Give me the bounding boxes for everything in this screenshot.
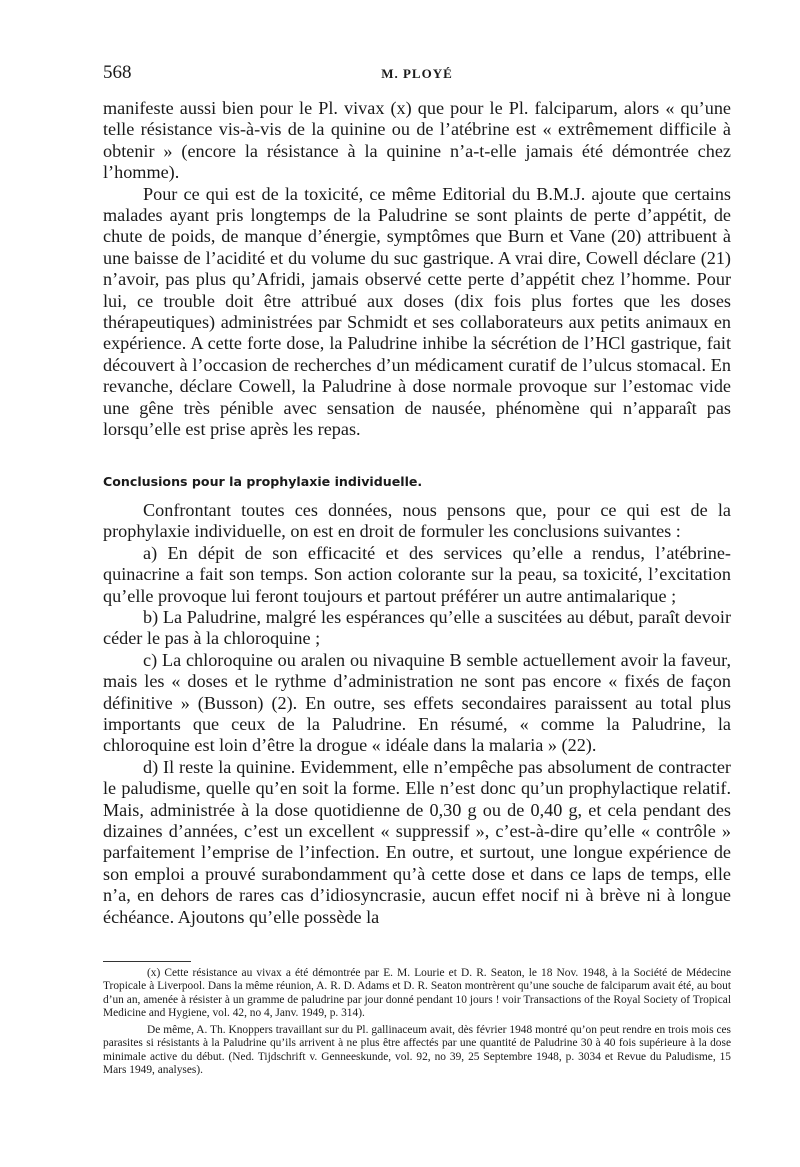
section-heading: Conclusions pour la prophylaxie individuelle. (103, 473, 423, 489)
footnote-divider (103, 961, 191, 962)
conclusion-item-a: a) En dépit de son efficacité et des services qu’elle a rendus, l’atébrine-quinacrine a fait son temps. Son action colorante sur la peau, sa toxicité, l’excitation qu’elle provoque lui feront toujours et partout préférer un autre antimalarique ; (103, 542, 731, 606)
conclusion-item-d: d) Il reste la quinine. Evidemment, elle n’empêche pas absolument de contracter le paludisme, quelle qu’en soit la forme. Elle n’est donc qu’un prophylactique relatif. Mais, administrée à la dose quotidienne de 0,30 g ou de 0,40 g, et cela pendant des dizaines d’années, c’est un excellent « suppressif », c’est-à-dire qu’elle « contrôle » parfaitement l’emprise de l’infection. En outre, et surtout, une longue expérience de son emploi a prouvé surabondamment qu’à cette dose et dans ce laps de temps, elle n’a, en dehors de rares cas d’idiosyncrasie, aucun effet nocif ni à brève ni à longue échéance. Ajoutons qu’elle possède la (103, 756, 731, 927)
conclusion-item-b: b) La Paludrine, malgré les espérances qu’elle a suscitées au début, paraît devoir céder le pas à la chloroquine ; (103, 606, 731, 649)
footnotes (103, 967, 731, 1081)
paragraph: Confrontant toutes ces données, nous pensons que, pour ce qui est de la prophylaxie individuelle, on est en droit de formuler les conclusions suivantes : (103, 499, 731, 542)
page-header (103, 62, 731, 86)
running-head: M. PLOYÉ (381, 66, 453, 81)
paragraph: manifeste aussi bien pour le Pl. vivax (x) que pour le Pl. falciparum, alors « qu’une telle résistance vis-à-vis de la quinine ou de l’atébrine est « extrêmement difficile à obtenir » (encore la résistance à la quinine n’a-t-elle jamais été démontrée chez l’homme). (103, 98, 731, 183)
paragraph: Pour ce qui est de la toxicité, ce même Editorial du B.M.J. ajoute que certains malades ayant pris longtemps de la Paludrine se sont plaints de perte d’appétit, de chute de poids, de manque d’énergie, symptômes que Burn et Vane (20) attribuent à une baisse de l’acidité et du volume du suc gastrique. A vrai dire, Cowell déclare (21) n’avoir, pas plus qu’Afridi, jamais observé cette perte d’appétit chez l’homme. Pour lui, ce trouble doit être attribué aux doses (dix fois plus fortes que les doses thérapeutiques) administrées par Schmidt et ses collaborateurs aux petits animaux en expérience. A cette forte dose, la Paludrine inhibe la sécrétion de l’HCl gastrique, fait découvert à l’occasion de recherches d’un médicament curatif de l’ulcus stomacal. En revanche, déclare Cowell, la Paludrine à dose normale provoque sur l’estomac vide une gêne très pénible avec sensation de nausée, phénomène qui n’apparaît pas lorsqu’elle est prise après les repas. (103, 183, 731, 440)
footnote: (x) Cette résistance au vivax a été démontrée par E. M. Lourie et D. R. Seaton, le 18 Nov. 1948, à la Société de Médecine Tropicale à Liverpool. Dans la même réunion, A. R. D. Adams et D. R. Seaton montrèrent qu’une souche de falciparum avait été, au bout d’un an, amenée à résister à un gramme de paludrine par jour donné pendant 10 jours ! voir Transactions of the Royal Society of Tropical Medicine and Hygiene, vol. 42, no 4, Janv. 1949, p. 314). (103, 967, 731, 1019)
page-number: 568 (103, 62, 132, 83)
footnote: De même, A. Th. Knoppers travaillant sur du Pl. gallinaceum avait, dès février 1948 montré qu’on peut rendre en trois mois ces parasites si résistants à la Paludrine qu’ils arrivent à ne plus être affectés par une quantité de Paludrine 30 à 40 fois supérieure à la dose minimale active du début. (Ned. Tijdschrift v. Genneeskunde, vol. 92, no 39, 25 Septembre 1948, p. 3034 et Revue du Paludisme, 15 Mars 1949, analyses). (103, 1024, 731, 1077)
body-text (103, 98, 731, 928)
conclusion-item-c: c) La chloroquine ou aralen ou nivaquine B semble actuellement avoir la faveur, mais les « doses et le rythme d’administration ne sont pas encore « fixés de façon définitive » (Busson) (2). En outre, ses effets secondaires paraissent au total plus importants que ceux de la Paludrine. En résumé, « comme la Paludrine, la chloroquine est loin d’être la drogue « idéale dans la malaria » (22). (103, 649, 731, 756)
